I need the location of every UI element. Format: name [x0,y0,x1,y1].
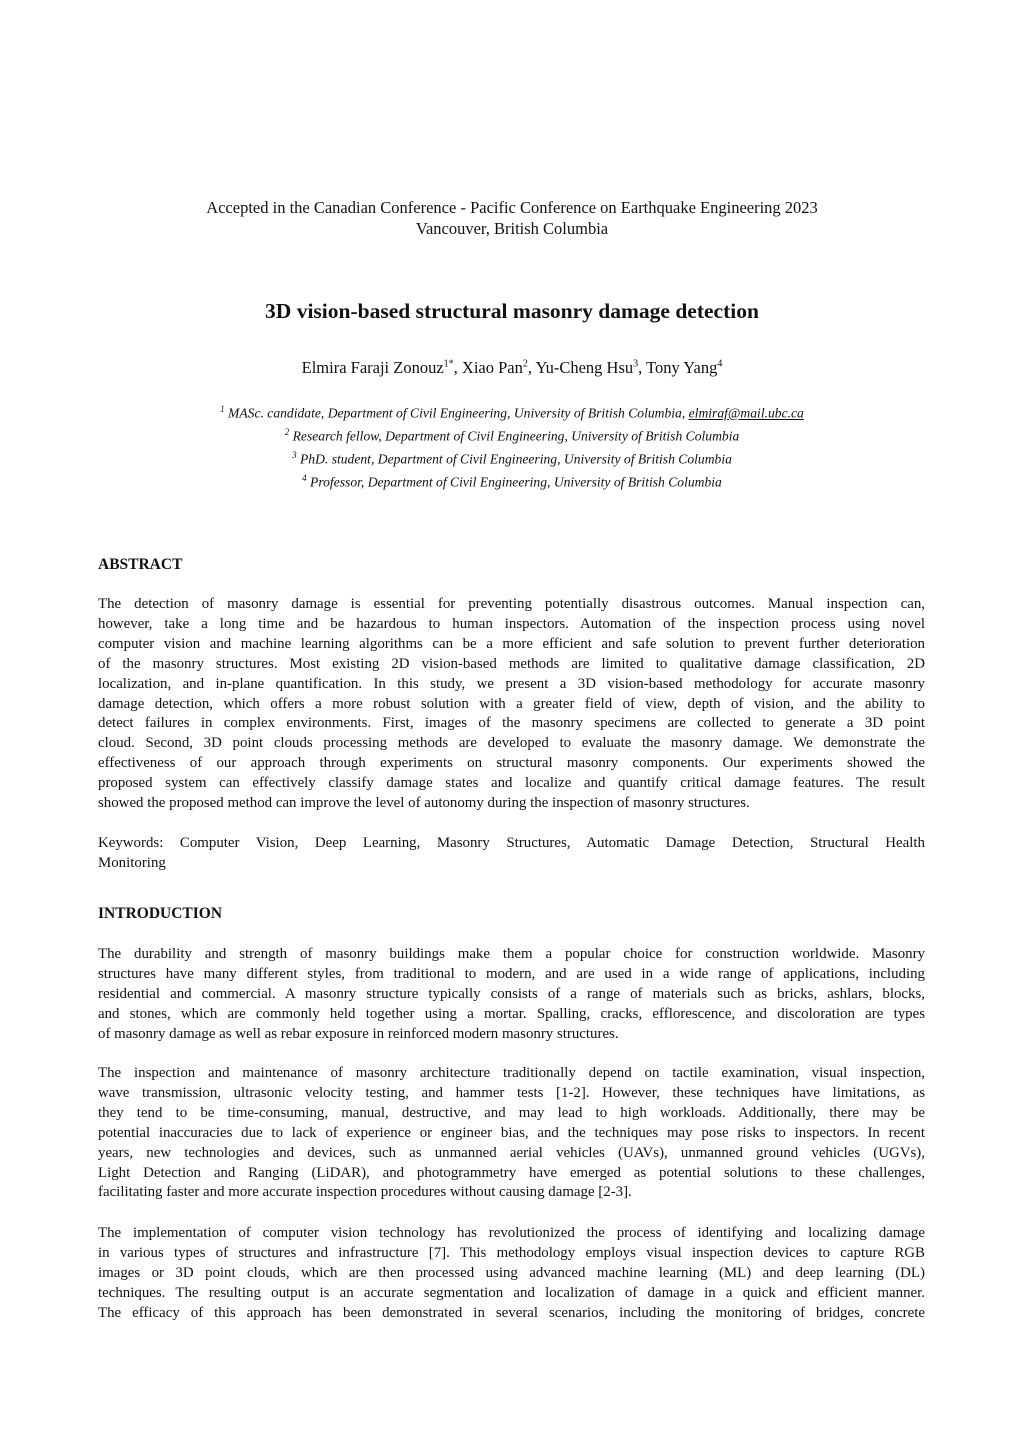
text-line: The implementation of computer vision technology has revolutionized the process of identifying and localizing damage [98,1225,925,1241]
affiliation [0,469,1024,492]
text-line: proposed system can effectively classify damage states and localize and quantify critical damage features. The result [98,775,925,792]
text-line: damage detection, which offers a more robust solution with a greater field of view, depth of vision, and the ability to [98,695,925,712]
text-line: residential and commercial. A masonry structure typically consists of a range of materials such as bricks, ashlars, blocks, [98,985,925,1002]
text-line: of masonry damage as well as rebar exposure in reinforced modern masonry structures. [98,1025,619,1042]
text-line: and stones, which are commonly held together using a mortar. Spalling, cracks, efflorescence, and discoloration are types [98,1005,925,1022]
affiliation-number: 4 [302,472,307,483]
affiliation-text: Research fellow, Department of Civil Engineering, University of British Columbia [289,428,740,444]
author-separator: , [453,358,462,377]
affiliation [0,423,1024,446]
conference-name: Accepted in the Canadian Conference - Pacific Conference on Earthquake Engineering 2023 [206,198,818,217]
text-line: detect failures in complex environments. First, images of the masonry specimens are collected to generate a 3D point [98,715,925,732]
text-line: cloud. Second, 3D point clouds processing methods are developed to evaluate the masonry damage. We demonstrate the [98,735,925,752]
text-line: The detection of masonry damage is essential for preventing potentially disastrous outcomes. Manual inspection can, [98,596,925,612]
affiliation-text: PhD. student, Department of Civil Engineering, University of British Columbia [296,451,732,467]
conference-location: Vancouver, British Columbia [415,219,609,238]
intro-paragraph [98,945,925,1045]
text-line: potential inaccuracies due to lack of experience or engineer bias, and the techniques may pose risks to inspectors. In recent [98,1124,925,1141]
text-line: showed the proposed method can improve the level of autonomy during the inspection of masonry structures. [98,795,750,812]
affiliation-text: Professor, Department of Civil Engineering, University of British Columbia [306,474,722,490]
affiliation-text: MASc. candidate, Department of Civil Engineering, University of British Columbia, [224,405,689,421]
text-line: Keywords: Computer Vision, Deep Learning, Masonry Structures, Automatic Damage Detection, Structural Health [98,835,925,851]
text-line: however, take a long time and be hazardous to human inspectors. Automation of the inspection process using novel [98,615,925,632]
author-affiliation-mark: 2 [522,358,528,370]
author-affiliation-mark: 4 [717,358,723,370]
text-line: The efficacy of this approach has been demonstrated in several scenarios, including the monitoring of bridges, concrete [98,1304,925,1321]
affiliation-number: 3 [292,449,297,460]
author-name: Elmira Faraji Zonouz [301,358,444,377]
text-line: images or 3D point clouds, which are then processed using advanced machine learning (ML) and deep learning (DL) [98,1264,925,1281]
text-line: years, new technologies and devices, such as unmanned aerial vehicles (UAVs), unmanned ground vehicles (UGVs), [98,1144,925,1161]
author-separator: , [638,358,647,377]
text-line: of the masonry structures. Most existing 2D vision-based methods are limited to qualitative damage classification, 2D [98,655,925,672]
text-line: Light Detection and Ranging (LiDAR), and photogrammetry have emerged as potential solutions to these challenges, [98,1164,925,1181]
intro-paragraph [98,1064,925,1203]
abstract-text [98,595,925,814]
text-line: effectiveness of our approach through experiments on structural masonry components. Our experiments showed the [98,755,925,772]
text-line: techniques. The resulting output is an accurate segmentation and localization of damage in a quick and efficient manner. [98,1284,925,1301]
text-line: Monitoring [98,854,166,871]
text-line: localization, and in-plane quantification. In this study, we present a 3D vision-based methodology for accurate masonry [98,675,925,692]
author-affiliation-mark: 1* [443,358,454,370]
keywords [98,834,925,874]
text-line: wave transmission, ultrasonic velocity testing, and hammer tests [1-2]. However, these techniques have limitations, as [98,1084,925,1101]
affiliation [0,400,1024,423]
author-name: Xiao Pan [461,358,523,377]
affiliation [0,446,1024,469]
author-list [0,358,1024,378]
affiliation-list [0,400,1024,492]
affiliation-number: 1 [220,404,225,414]
affiliation-number: 2 [284,426,290,437]
text-line: they tend to be time-consuming, manual, destructive, and may lead to high workloads. Additionally, there may be [98,1104,925,1121]
text-line: The durability and strength of masonry buildings make them a popular choice for construction worldwide. Masonry [98,946,925,962]
conference-header [0,197,1024,239]
introduction-heading: INTRODUCTION [98,905,223,922]
author-name: Yu-Cheng Hsu [535,358,634,377]
text-line: computer vision and machine learning algorithms can be a more efficient and safe solution to prevent further deterioration [98,635,925,652]
text-line: The inspection and maintenance of masonry architecture traditionally depend on tactile examination, visual inspection, [98,1065,925,1081]
author-separator: , [527,358,536,377]
text-line: facilitating faster and more accurate inspection procedures without causing damage [2-3]. [98,1184,632,1201]
text-line: in various types of structures and infrastructure [7]. This methodology employs visual inspection devices to capture RGB [98,1244,925,1261]
paper-title: 3D vision-based structural masonry damage detection [265,299,759,323]
text-line: structures have many different styles, from traditional to modern, and are used in a wide range of applications, including [98,965,925,982]
author-email-link[interactable]: elmiraf@mail.ubc.ca [688,405,804,421]
author-name: Tony Yang [646,358,718,377]
abstract-heading: ABSTRACT [98,556,183,573]
author-affiliation-mark: 3 [633,358,639,370]
intro-paragraph [98,1224,925,1324]
